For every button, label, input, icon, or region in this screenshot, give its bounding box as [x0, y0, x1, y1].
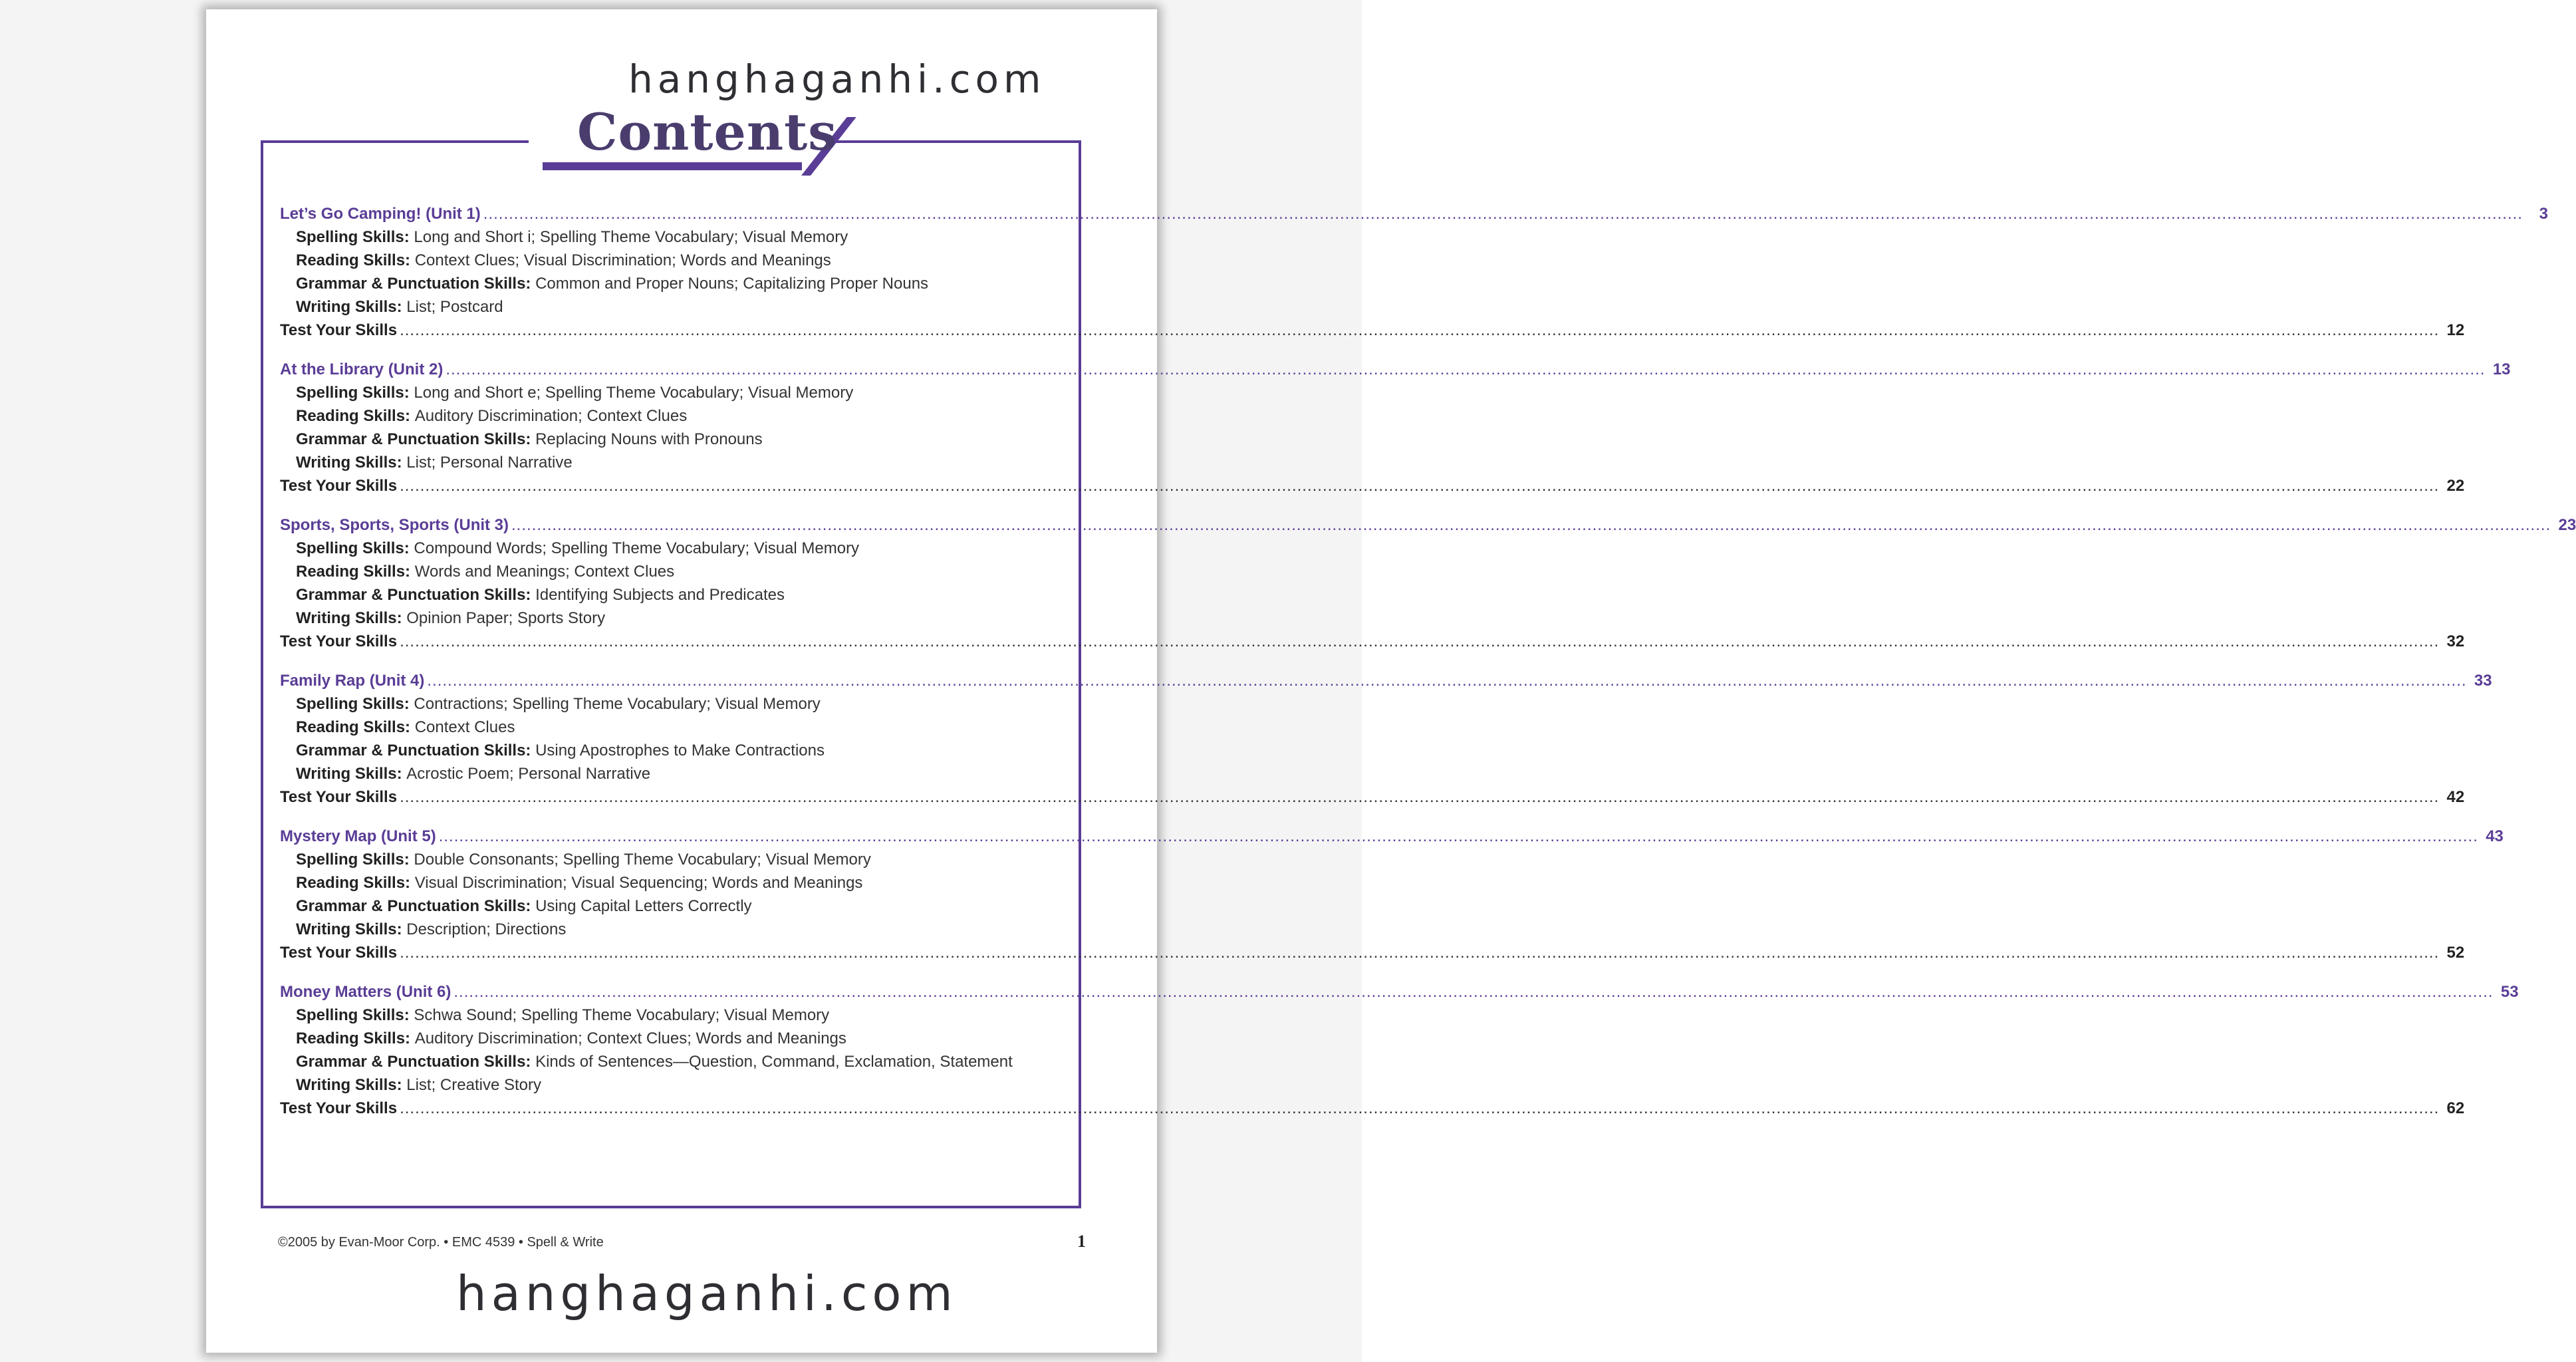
unit-title: Family Rap (Unit 4) [280, 672, 425, 690]
unit-page-number: 13 [2492, 360, 2511, 378]
skill-label: Grammar & Punctuation Skills: [296, 275, 531, 293]
dot-leader: ................................................................................................................................................................................................................................................................................................................................................................................................................ [400, 944, 2440, 962]
skill-text: Long and Short e; Spelling Theme Vocabulary; Visual Memory [414, 384, 854, 402]
skill-label: Spelling Skills: [296, 384, 410, 402]
skill-row [280, 739, 1045, 762]
toc-unit [280, 980, 2519, 1120]
dot-leader: ................................................................................................................................................................................................................................................................................................................................................................................................................ [400, 632, 2440, 650]
skill-text: Compound Words; Spelling Theme Vocabulary; Visual Memory [414, 539, 860, 557]
skill-label: Writing Skills: [296, 920, 402, 938]
skill-text: Long and Short i; Spelling Theme Vocabulary; Visual Memory [414, 228, 848, 246]
skill-label: Grammar & Punctuation Skills: [296, 742, 531, 759]
skill-text: Auditory Discrimination; Context Clues [414, 407, 688, 425]
skill-text: Contractions; Spelling Theme Vocabulary; Visual Memory [414, 695, 821, 713]
skill-row [280, 894, 1045, 918]
unit-page-number: 53 [2500, 983, 2519, 1001]
skill-text: Using Apostrophes to Make Contractions [535, 742, 825, 759]
dot-leader: ................................................................................................................................................................................................................................................................................................................................................................................................................ [400, 1099, 2440, 1117]
skill-row [280, 404, 1045, 428]
skill-row [280, 1050, 1045, 1073]
unit-page-number: 33 [2474, 672, 2492, 690]
test-page-number: 12 [2446, 321, 2465, 339]
dot-leader: ................................................................................................................................................................................................................................................................................................................................................................................................................ [427, 672, 2467, 690]
skill-row [280, 451, 1045, 474]
table-of-contents [280, 202, 2576, 1136]
skill-label: Spelling Skills: [296, 539, 410, 557]
skill-label: Writing Skills: [296, 1076, 402, 1094]
skill-text: Context Clues; Visual Discrimination; Words and Meanings [414, 251, 831, 269]
skill-text: Schwa Sound; Spelling Theme Vocabulary; Visual Memory [414, 1006, 830, 1024]
skill-row [280, 560, 1045, 583]
test-label: Test Your Skills [280, 1099, 398, 1117]
title-underline-decoration [543, 162, 802, 170]
skill-row [280, 272, 1045, 295]
test-label: Test Your Skills [280, 944, 398, 962]
page-title: Contents [577, 102, 838, 162]
unit-heading-row [280, 358, 2511, 381]
test-page-number: 32 [2446, 632, 2465, 650]
unit-page-number: 3 [2539, 205, 2548, 223]
skill-text: Description; Directions [406, 920, 567, 938]
test-label: Test Your Skills [280, 321, 398, 339]
dot-leader: ................................................................................................................................................................................................................................................................................................................................................................................................................ [453, 983, 2494, 1001]
skill-label: Spelling Skills: [296, 695, 410, 713]
test-your-skills-row [280, 941, 2465, 964]
toc-unit [280, 825, 2504, 964]
test-your-skills-row [280, 474, 2465, 497]
footer-copyright: ©2005 by Evan-Moor Corp. • EMC 4539 • Spell & Write [278, 1235, 604, 1250]
skill-label: Spelling Skills: [296, 1006, 410, 1024]
skill-row [280, 225, 1045, 249]
unit-page-number: 23 [2558, 516, 2576, 534]
skill-row [280, 249, 1045, 272]
unit-page-number: 43 [2486, 827, 2504, 845]
skill-label: Reading Skills: [296, 563, 411, 581]
footer-page-number: 1 [1077, 1232, 1086, 1251]
skill-label: Reading Skills: [296, 251, 411, 269]
skill-label: Writing Skills: [296, 609, 402, 627]
skill-text: Words and Meanings; Context Clues [414, 563, 675, 581]
dot-leader: ................................................................................................................................................................................................................................................................................................................................................................................................................ [446, 360, 2486, 378]
skill-row [280, 762, 1045, 785]
test-page-number: 62 [2446, 1099, 2465, 1117]
unit-heading-row [280, 825, 2504, 848]
unit-title: Sports, Sports, Sports (Unit 3) [280, 516, 509, 534]
skill-label: Spelling Skills: [296, 851, 410, 869]
skill-row [280, 871, 1045, 894]
dot-leader: ................................................................................................................................................................................................................................................................................................................................................................................................................ [400, 321, 2440, 339]
test-your-skills-row [280, 630, 2465, 653]
test-page-number: 42 [2446, 788, 2465, 806]
skill-label: Reading Skills: [296, 874, 411, 892]
skill-row [280, 295, 1045, 319]
skill-label: Grammar & Punctuation Skills: [296, 586, 531, 604]
dot-leader: ................................................................................................................................................................................................................................................................................................................................................................................................................ [483, 205, 2523, 223]
skill-label: Writing Skills: [296, 765, 402, 783]
skill-row [280, 848, 1045, 871]
skill-row [280, 918, 1045, 941]
skill-label: Reading Skills: [296, 718, 411, 736]
test-page-number: 22 [2446, 477, 2465, 495]
toc-unit [280, 202, 2548, 342]
unit-heading-row [280, 980, 2519, 1004]
skill-text: Opinion Paper; Sports Story [406, 609, 606, 627]
skill-text: Auditory Discrimination; Context Clues; Words and Meanings [414, 1029, 846, 1047]
unit-title: Mystery Map (Unit 5) [280, 827, 436, 845]
skill-label: Writing Skills: [296, 298, 402, 316]
skill-label: Grammar & Punctuation Skills: [296, 897, 531, 915]
unit-heading-row [280, 513, 2576, 537]
dot-leader: ................................................................................................................................................................................................................................................................................................................................................................................................................ [400, 788, 2440, 806]
toc-unit [280, 513, 2576, 653]
skill-text: List; Postcard [406, 298, 503, 316]
skill-label: Spelling Skills: [296, 228, 410, 246]
dot-leader: ................................................................................................................................................................................................................................................................................................................................................................................................................ [511, 516, 2551, 534]
unit-heading-row [280, 202, 2548, 225]
skill-label: Reading Skills: [296, 1029, 411, 1047]
test-your-skills-row [280, 785, 2465, 809]
skill-row [280, 428, 1045, 451]
skill-label: Grammar & Punctuation Skills: [296, 1053, 531, 1071]
skill-row [280, 1073, 1045, 1097]
dot-leader: ................................................................................................................................................................................................................................................................................................................................................................................................................ [400, 477, 2440, 495]
watermark-top: hanghaganhi.com [628, 57, 1046, 102]
test-your-skills-row [280, 319, 2465, 342]
skill-row [280, 692, 1045, 716]
skill-text: Kinds of Sentences—Question, Command, Exclamation, Statement [535, 1053, 1013, 1071]
skill-row [280, 537, 1045, 560]
skill-text: Context Clues [414, 718, 515, 736]
skill-text: Identifying Subjects and Predicates [535, 586, 785, 604]
skill-row [280, 1004, 1045, 1027]
toc-unit [280, 358, 2511, 497]
dot-leader: ................................................................................................................................................................................................................................................................................................................................................................................................................ [438, 827, 2478, 845]
test-label: Test Your Skills [280, 788, 398, 806]
skill-text: Replacing Nouns with Pronouns [535, 430, 763, 448]
skill-label: Grammar & Punctuation Skills: [296, 430, 531, 448]
test-label: Test Your Skills [280, 477, 398, 495]
skill-text: Common and Proper Nouns; Capitalizing Proper Nouns [535, 275, 929, 293]
unit-heading-row [280, 669, 2492, 692]
skill-row [280, 381, 1045, 404]
skill-text: Using Capital Letters Correctly [535, 897, 752, 915]
skill-label: Writing Skills: [296, 454, 402, 472]
test-label: Test Your Skills [280, 632, 398, 650]
skill-text: Double Consonants; Spelling Theme Vocabulary; Visual Memory [414, 851, 871, 869]
skill-row [280, 583, 1045, 607]
skill-text: Visual Discrimination; Visual Sequencing; Words and Meanings [414, 874, 863, 892]
watermark-bottom: hanghaganhi.com [456, 1266, 958, 1321]
test-your-skills-row [280, 1097, 2465, 1120]
skill-row [280, 607, 1045, 630]
unit-title: At the Library (Unit 2) [280, 360, 444, 378]
skill-text: List; Personal Narrative [406, 454, 573, 472]
test-page-number: 52 [2446, 944, 2465, 962]
skill-row [280, 716, 1045, 739]
unit-title: Money Matters (Unit 6) [280, 983, 451, 1001]
toc-unit [280, 669, 2492, 809]
unit-title: Let’s Go Camping! (Unit 1) [280, 205, 481, 223]
skill-text: Acrostic Poem; Personal Narrative [406, 765, 651, 783]
skill-row [280, 1027, 1045, 1050]
skill-label: Reading Skills: [296, 407, 411, 425]
skill-text: List; Creative Story [406, 1076, 541, 1094]
